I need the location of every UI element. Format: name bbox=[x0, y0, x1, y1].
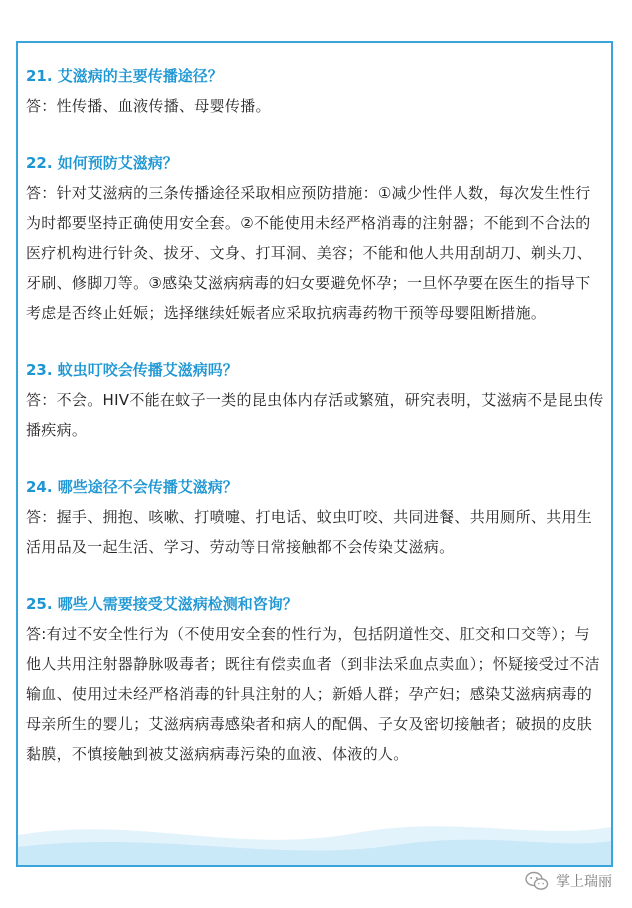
account-name: 掌上瑞丽 bbox=[556, 874, 612, 890]
answer-text: 答：不会。HIV不能在蚊子一类的昆虫体内存活或繁殖，研究表明，艾滋病不是昆虫传播疾病。 bbox=[26, 391, 604, 439]
watermark-footer bbox=[525, 871, 612, 891]
answer-text: 答：握手、拥抱、咳嗽、打喷嚏、打电话、蚊虫叮咬、共同进餐、共用厕所、共用生活用品及一起生活、学习、劳动等日常接触都不会传染艾滋病。 bbox=[26, 508, 593, 556]
answer-text: 答：性传播、血液传播、母婴传播。 bbox=[26, 97, 271, 115]
content-frame bbox=[16, 41, 613, 867]
question-heading: 25. 哪些人需要接受艾滋病检测和咨询？ bbox=[26, 595, 298, 613]
question-heading: 21. 艾滋病的主要传播途径？ bbox=[26, 67, 223, 85]
question-heading: 24. 哪些途径不会传播艾滋病？ bbox=[26, 478, 238, 496]
wechat-icon bbox=[525, 871, 549, 891]
answer-text: 答：针对艾滋病的三条传播途径采取相应预防措施：①减少性伴人数，每次发生性行为时都要坚持正确使用安全套。②不能使用未经严格消毒的注射器；不能到不合法的医疗机构进行针灸、拔牙、文身、打耳洞、美容；不能和他人共用刮胡刀、剃头刀、牙刷、修脚刀等。③感染艾滋病病毒的妇女要避免怀孕；一旦怀孕要在医生的指导下考虑是否终止妊娠；选择继续妊娠者应采取抗病毒药物干预等母婴阻断措施。 bbox=[26, 184, 593, 322]
wave-decoration bbox=[18, 805, 611, 865]
question-heading: 23. 蚊虫叮咬会传播艾滋病吗？ bbox=[26, 361, 238, 379]
qa-item-23 bbox=[26, 355, 604, 445]
qa-item-22 bbox=[26, 148, 604, 328]
question-heading: 22. 如何预防艾滋病？ bbox=[26, 154, 178, 172]
qa-item-25 bbox=[26, 589, 604, 769]
qa-list bbox=[26, 61, 604, 796]
qa-item-24 bbox=[26, 472, 604, 562]
answer-text: 答:有过不安全性行为（不使用安全套的性行为，包括阴道性交、肛交和口交等）；与他人共用注射器静脉吸毒者；既往有偿卖血者（到非法采血点卖血）；怀疑接受过不洁输血、使用过未经严格消毒的针具注射的人；新婚人群；孕产妇；感染艾滋病病毒的母亲所生的婴儿；艾滋病病毒感染者和病人的配偶、子女及密切接触者；破损的皮肤黏膜，不慎接触到被艾滋病病毒污染的血液、体液的人。 bbox=[26, 625, 600, 763]
qa-item-21 bbox=[26, 61, 604, 121]
